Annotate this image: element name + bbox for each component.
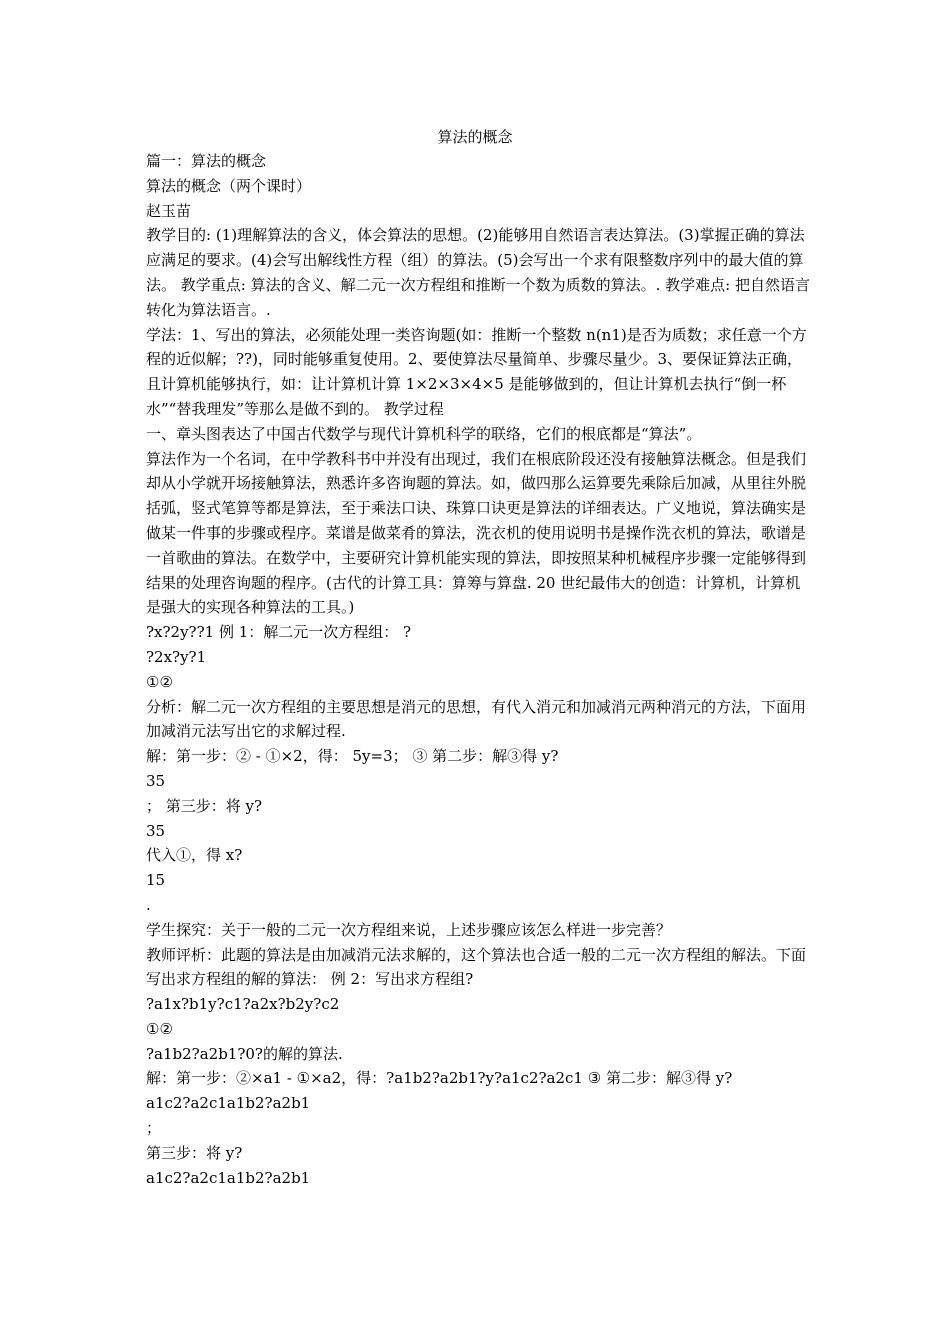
paragraph: ?a1x?b1y?c1?a2x?b2y?c2 bbox=[146, 995, 340, 1014]
document-body bbox=[146, 149, 811, 1190]
paragraph: 赵玉苗 bbox=[146, 201, 192, 220]
paragraph: . bbox=[146, 895, 151, 914]
paragraph: ①② bbox=[146, 1019, 173, 1038]
paragraph: 篇一：算法的概念 bbox=[146, 152, 267, 170]
paragraph: 第三步：将 y? bbox=[146, 1143, 243, 1162]
paragraph: ； 第三步：将 y? bbox=[146, 796, 263, 815]
paragraph: 35 bbox=[146, 821, 166, 840]
paragraph: 算法的概念（两个课时） bbox=[146, 176, 312, 195]
paragraph: 解：第一步：② - ①×2，得： 5y=3； ③ 第二步：解③得 y? bbox=[146, 747, 559, 766]
paragraph: ①② bbox=[146, 672, 173, 691]
paragraph: ?a1b2?a2b1?0?的解的算法. bbox=[146, 1044, 343, 1063]
paragraph: a1c2?a2c1a1b2?a2b1 bbox=[146, 1094, 311, 1113]
paragraph: 学生探究：关于一般的二元一次方程组来说，上述步骤应该怎么样进一步完善？ bbox=[146, 920, 672, 939]
paragraph: 分析：解二元一次方程组的主要思想是消元的思想，有代入消元和加减消元两种消元的方法，下面用加减消元法写出它的求解过程. bbox=[146, 697, 807, 741]
page-title: 算法的概念 bbox=[437, 128, 513, 146]
paragraph: a1c2?a2c1a1b2?a2b1 bbox=[146, 1168, 311, 1187]
paragraph: 教学目的: (1)理解算法的含义，体会算法的思想。(2)能够用自然语言表达算法。(3)掌握正确的算法应满足的要求。(4)会写出解线性方程（组）的算法。(5)会写出一个求有限整数序列中的最大值的算法。 教学重点: 算法的含义、解二元一次方程组和推断一个数为质数的算法。. 教学难点: 把自然语言转化为算法语言。. bbox=[146, 226, 810, 319]
paragraph: ； bbox=[146, 1119, 162, 1138]
paragraph: 35 bbox=[146, 771, 166, 790]
paragraph: 算法作为一个名词，在中学教科书中并没有出现过，我们在根底阶段还没有接触算法概念。但是我们却从小学就开场接触算法，熟悉许多咨询题的算法。如，做四那么运算要先乘除后加减，从里往外脱括弧，竖式笔算等都是算法，至于乘法口诀、珠算口诀更是算法的详细表达。广义地说，算法确实是做某一件事的步骤或程序。菜谱是做菜肴的算法，洗衣机的使用说明书是操作洗衣机的算法，歌谱是一首歌曲的算法。在数学中，主要研究计算机能实现的算法，即按照某种机械程序步骤一定能够得到结果的处理咨询题的程序。(古代的计算工具：算筹与算盘. 20 世纪最伟大的创造：计算机，计算机是强大的实现各种算法的工具。) bbox=[146, 449, 807, 617]
paragraph: ?x?2y??1 例 1：解二元一次方程组： ? bbox=[146, 623, 412, 642]
paragraph: 教师评析：此题的算法是由加减消元法求解的，这个算法也合适一般的二元一次方程组的解法。下面写出求方程组的解的算法： 例 2：写出求方程组? bbox=[146, 945, 807, 989]
paragraph: 代入①，得 x? bbox=[146, 846, 243, 865]
paragraph: ?2x?y?1 bbox=[146, 647, 207, 666]
paragraph: 解：第一步：②×a1 - ①×a2，得：?a1b2?a2b1?y?a1c2?a2c1 ③ 第二步：解③得 y? bbox=[146, 1069, 733, 1088]
paragraph: 学法：1、写出的算法，必须能处理一类咨询题(如：推断一个整数 n(n1)是否为质数；求任意一个方程的近似解；??)，同时能够重复使用。2、要使算法尽量简单、步骤尽量少。3、要保证算法正确，且计算机能够执行，如：让计算机计算 1×2×3×4×5 是能够做到的，但让计算机去执行“倒一杯水”“替我理发”等那么是做不到的。 教学过程 bbox=[146, 325, 807, 418]
paragraph: 15 bbox=[146, 871, 166, 890]
paragraph: 一、章头图表达了中国古代数学与现代计算机科学的联络，它们的根底都是“算法”。 bbox=[146, 424, 702, 443]
